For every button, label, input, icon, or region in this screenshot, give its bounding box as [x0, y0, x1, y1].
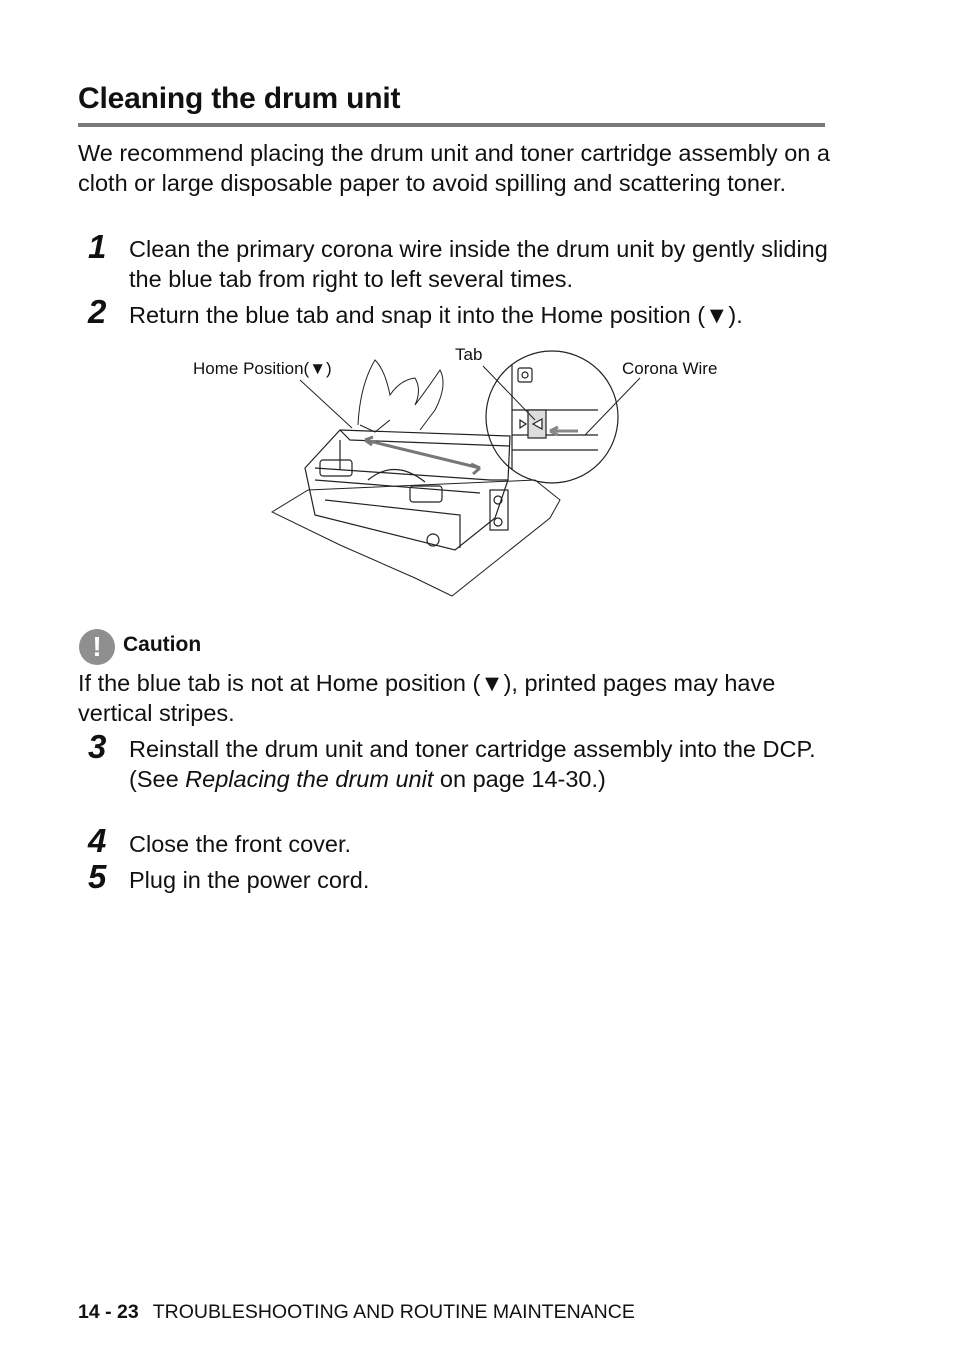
step-5-number: 5	[88, 858, 107, 895]
step-4-number: 4	[88, 822, 107, 859]
figure-label-home-position: Home Position(▼)	[193, 359, 332, 378]
step-3-line: Reinstall the drum unit and toner cartridge assembly into the DCP.	[129, 736, 816, 762]
step-4-text: Close the front cover.	[129, 831, 352, 857]
page-footer	[78, 1301, 635, 1324]
step-3-see-reference	[129, 765, 829, 795]
caution-text: If the blue tab is not at Home position (▼), printed pages may have vertical stripes.	[78, 670, 776, 726]
step-5-text: Plug in the power cord.	[129, 867, 370, 893]
see-link-replacing-drum-unit[interactable]: Replacing the drum unit	[185, 765, 434, 792]
step-2-text: Return the blue tab and snap it into the Home position (▼).	[129, 302, 743, 328]
figure-label-tab: Tab	[455, 345, 483, 364]
figure-label-corona-wire: Corona Wire	[622, 359, 718, 378]
chapter-title: TROUBLESHOOTING AND ROUTINE MAINTENANCE	[152, 1301, 635, 1323]
caution-label: Caution	[123, 633, 202, 656]
drum-unit-illustration	[190, 340, 750, 605]
page-title: Cleaning the drum unit	[78, 82, 401, 115]
drum-unit-drawing	[190, 340, 750, 605]
intro-paragraph: We recommend placing the drum unit and toner cartridge assembly on a cloth or large disposable paper to avoid spilling and scattering toner.	[78, 140, 830, 196]
page-number: 14 - 23	[78, 1301, 139, 1323]
caution-icon: !	[79, 629, 115, 665]
see-suffix: on page 14-30.)	[433, 765, 606, 792]
step-3-text	[129, 735, 829, 794]
step-3-number: 3	[88, 728, 107, 765]
step-2-number: 2	[88, 293, 107, 330]
step-1-number: 1	[88, 228, 107, 265]
title-divider	[78, 123, 825, 127]
step-1-text: Clean the primary corona wire inside the drum unit by gently sliding the blue tab from right to left several times.	[129, 236, 828, 292]
see-prefix: (See	[129, 765, 186, 792]
